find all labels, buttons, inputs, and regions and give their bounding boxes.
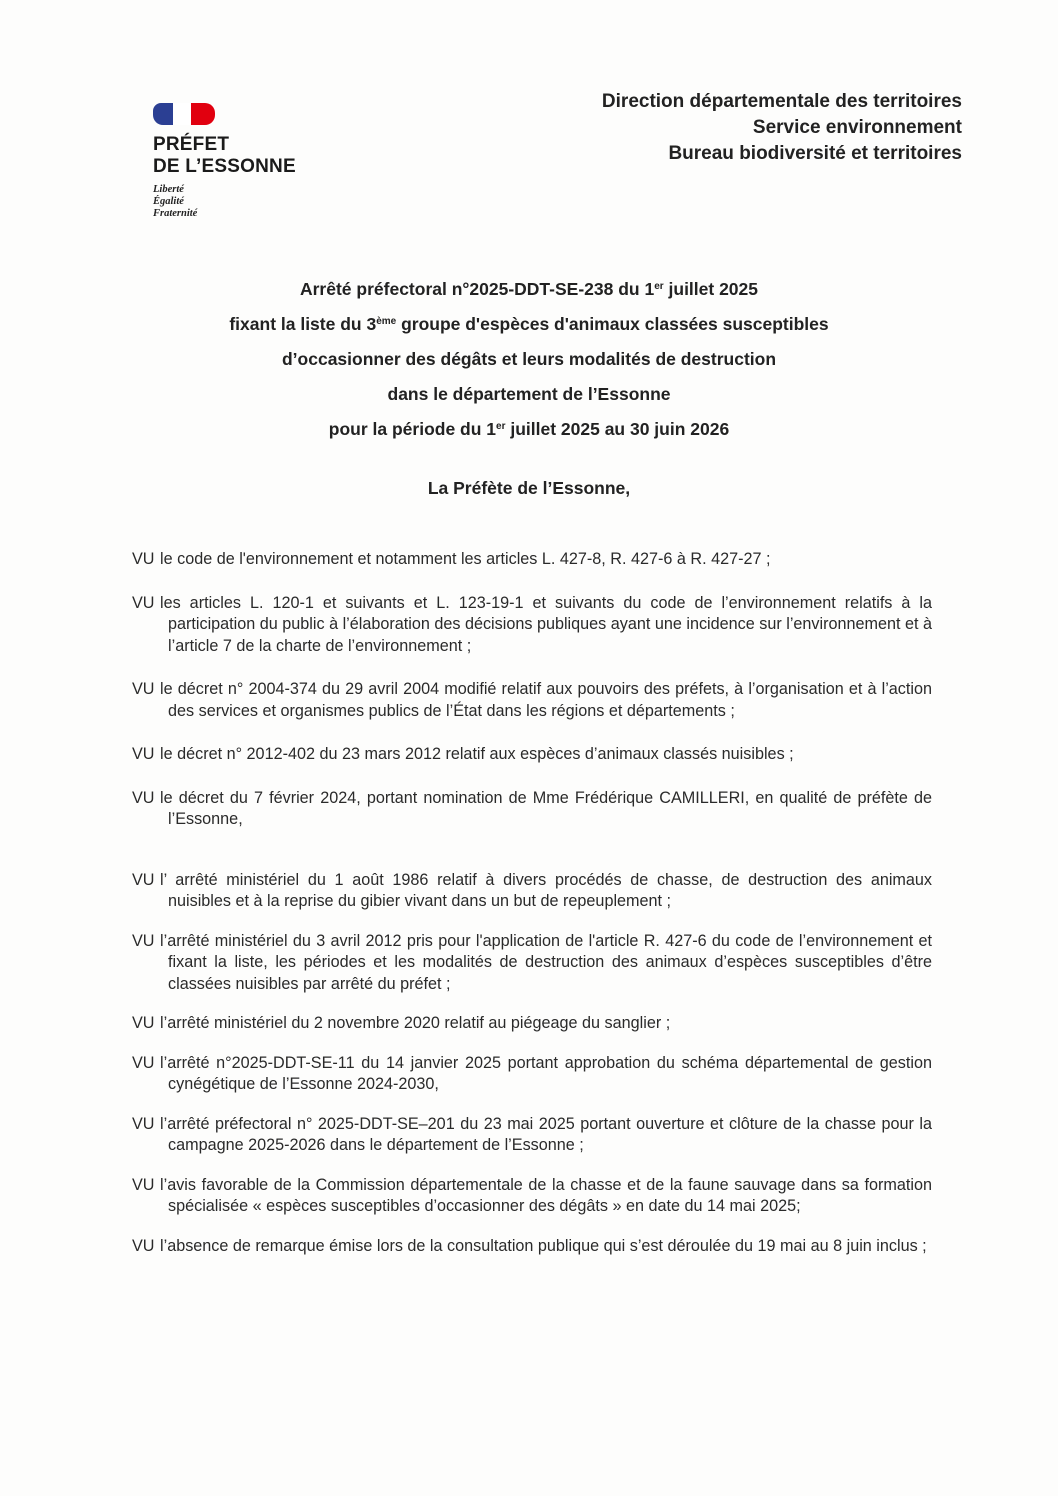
service-name: Service environnement (752, 117, 962, 138)
prefete-heading: La Préfète de l’Essonne, (427, 478, 631, 498)
visa-item: VU l’arrêté ministériel du 2 novembre 2020 relatif au piégeage du sanglier ; (132, 1014, 671, 1032)
visa-item: VU le code de l'environnement et notamment les articles L. 427-8, R. 427-6 à R. 427-27 ; (132, 550, 771, 568)
visa-item: VU les articles L. 120-1 et suivants et L. 123-19-1 et suivants du code de l’environnement relatifs à la participation du public à l’élaboration des décisions publiques ayant une incidence sur l’environnement et à l’article 7 de la charte de l’environnement ; (132, 593, 932, 655)
visa-item: VU l’arrêté n°2025-DDT-SE-11 du 14 janvier 2025 portant approbation du schéma départemental de gestion cynégétique de l’Essonne 2024-2030, (132, 1053, 932, 1093)
visa-list (132, 549, 932, 1257)
motto-liberte: Liberté (153, 184, 184, 195)
visa-item: VU l’arrêté ministériel du 3 avril 2012 pris pour l'application de l'article R. 427-6 du code de l’environnement et fixant la liste, les périodes et les modalités de destruction des animaux d’espèces susceptibles d’être classées nuisibles par arrêté du préfet ; (132, 931, 932, 993)
visa-item: VU le décret du 7 février 2024, portant nomination de Mme Frédérique CAMILLERI, en qualité de préfète de l’Essonne, (132, 788, 932, 828)
title-line-2: fixant la liste du 3ème groupe d'espèces d'animaux classées susceptibles (229, 314, 829, 334)
visa-item: VU l’absence de remarque émise lors de la consultation publique qui s’est déroulée du 19 mai au 8 juin inclus ; (132, 1236, 927, 1255)
prefecture-logo (153, 103, 353, 220)
republic-motto (153, 184, 353, 220)
marianne-flag-icon (153, 103, 215, 125)
issuing-service (602, 89, 962, 167)
motto-fraternite: Fraternité (153, 208, 198, 219)
title-line-3: d’occasionner des dégâts et leurs modalités de destruction (281, 349, 777, 369)
motto-egalite: Égalité (153, 196, 184, 207)
visa-item: VU l’avis favorable de la Commission départementale de la chasse et de la faune sauvage dans sa formation spécialisée « espèces susceptibles d’occasionner des dégâts » en date du 14 mai 2025; (132, 1175, 932, 1215)
title-line-4: dans le département de l’Essonne (387, 384, 671, 404)
decree-title (120, 272, 938, 447)
logo-title-line2: DE L’ESSONNE (153, 156, 296, 177)
title-line-5: pour la période du 1er juillet 2025 au 30 juin 2026 (328, 419, 730, 439)
visa-item: VU le décret n° 2012-402 du 23 mars 2012 relatif aux espèces d’animaux classés nuisibles ; (132, 745, 794, 763)
service-bureau: Bureau biodiversité et territoires (668, 143, 962, 164)
logo-title (153, 134, 353, 178)
visa-item: VU le décret n° 2004-374 du 29 avril 2004 modifié relatif aux pouvoirs des préfets, à l’organisation et à l’action des services et organismes publics de l’État dans les régions et départements ; (132, 680, 932, 720)
logo-title-line1: PRÉFET (153, 134, 230, 155)
visa-item: VU l’arrêté préfectoral n° 2025-DDT-SE–201 du 23 mai 2025 portant ouverture et clôture de la chasse pour la campagne 2025-2026 dans le département de l’Essonne ; (132, 1114, 932, 1154)
visa-item: VU l’ arrêté ministériel du 1 août 1986 relatif à divers procédés de chasse, de destruction des animaux nuisibles et à la reprise du gibier vivant dans un but de repeuplement ; (132, 870, 932, 910)
title-line-1: Arrêté préfectoral n°2025-DDT-SE-238 du 1er juillet 2025 (299, 279, 759, 299)
service-direction: Direction départementale des territoires (601, 91, 962, 112)
